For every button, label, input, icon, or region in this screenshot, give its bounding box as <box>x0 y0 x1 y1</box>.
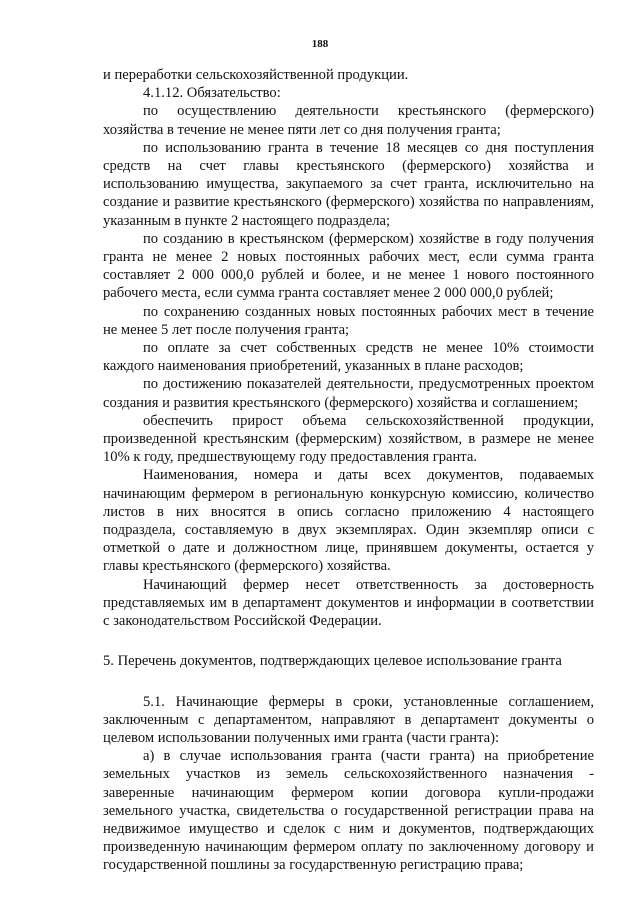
paragraph: по сохранению созданных новых постоянных рабочих мест в течение не менее 5 лет после получения гранта; <box>103 303 594 338</box>
paragraph: по достижению показателей деятельности, предусмотренных проектом создания и развития крестьянского (фермерского) хозяйства и соглашением; <box>103 376 594 411</box>
paragraph: по использованию гранта в течение 18 месяцев со дня поступления средств на счет главы крестьянского (фермерского) хозяйства и использованию имущества, закупаемого за счет гранта, исключительно на создание и развитие крестьянского (фермерского) хозяйства по направлениям, указанным в пункте 2 настоящего подраздела; <box>103 139 594 229</box>
paragraph: обеспечить прирост объема сельскохозяйственной продукции, произведенной крестьянским (фермерским) хозяйством, в размере не менее 10% к году, предшествующему году предоставления гранта. <box>103 412 594 466</box>
paragraph: 4.1.12. Обязательство: <box>143 85 281 102</box>
paragraph: и переработки сельскохозяйственной продукции. <box>103 67 409 83</box>
page-number: 188 <box>311 38 329 50</box>
paragraph: а) в случае использования гранта (части гранта) на приобретение земельных участков из земель сельскохозяйственного назначения - заверенные начинающим фермером копии договора купли-продажи земельного участка, свидетельства о государственной регистрации права на недвижимое имущество и сделок с ним и документов, подтверждающих произведенную начинающим фермером оплату по заключенному договору и государственной пошлины за государственную регистрацию права; <box>103 748 594 874</box>
paragraph: по оплате за счет собственных средств не менее 10% стоимости каждого наименования приобретений, указанных в плане расходов; <box>103 340 594 375</box>
paragraphs-after-heading <box>103 693 594 875</box>
paragraph: Наименования, номера и даты всех документов, подаваемых начинающим фермером в региональную конкурсную комиссию, количество листов в них вносятся в опись согласно приложению 4 настоящего подраздела, составляемую в двух экземплярах. Один экземпляр описи с отметкой о дате и должностном лице, принявшем документы, остается у главы крестьянского (фермерского) хозяйства. <box>103 467 594 575</box>
paragraph: по осуществлению деятельности крестьянского (фермерского) хозяйства в течение не менее пяти лет со дня получения гранта; <box>103 103 594 138</box>
paragraph: по созданию в крестьянском (фермерском) хозяйстве в году получения гранта не менее 2 новых постоянных рабочих мест, если сумма гранта составляет 2 000 000,0 рублей и более, и не менее 1 нового постоянного рабочего места, если сумма гранта составляет менее 2 000 000,0 рублей; <box>103 230 594 302</box>
document-body <box>103 66 594 875</box>
paragraph: 5.1. Начинающие фермеры в сроки, установленные соглашением, заключенным с департаментом, направляют в департамент документы о целевом использовании полученных ими гранта (части гранта): <box>103 693 594 746</box>
section-heading: 5. Перечень документов, подтверждающих целевое использование гранта <box>103 653 562 670</box>
paragraphs-before-heading <box>103 66 594 630</box>
paragraph: Начинающий фермер несет ответственность за достоверность представляемых им в департамент документов и информации в соответствии с законодательством Российской Федерации. <box>103 576 594 630</box>
